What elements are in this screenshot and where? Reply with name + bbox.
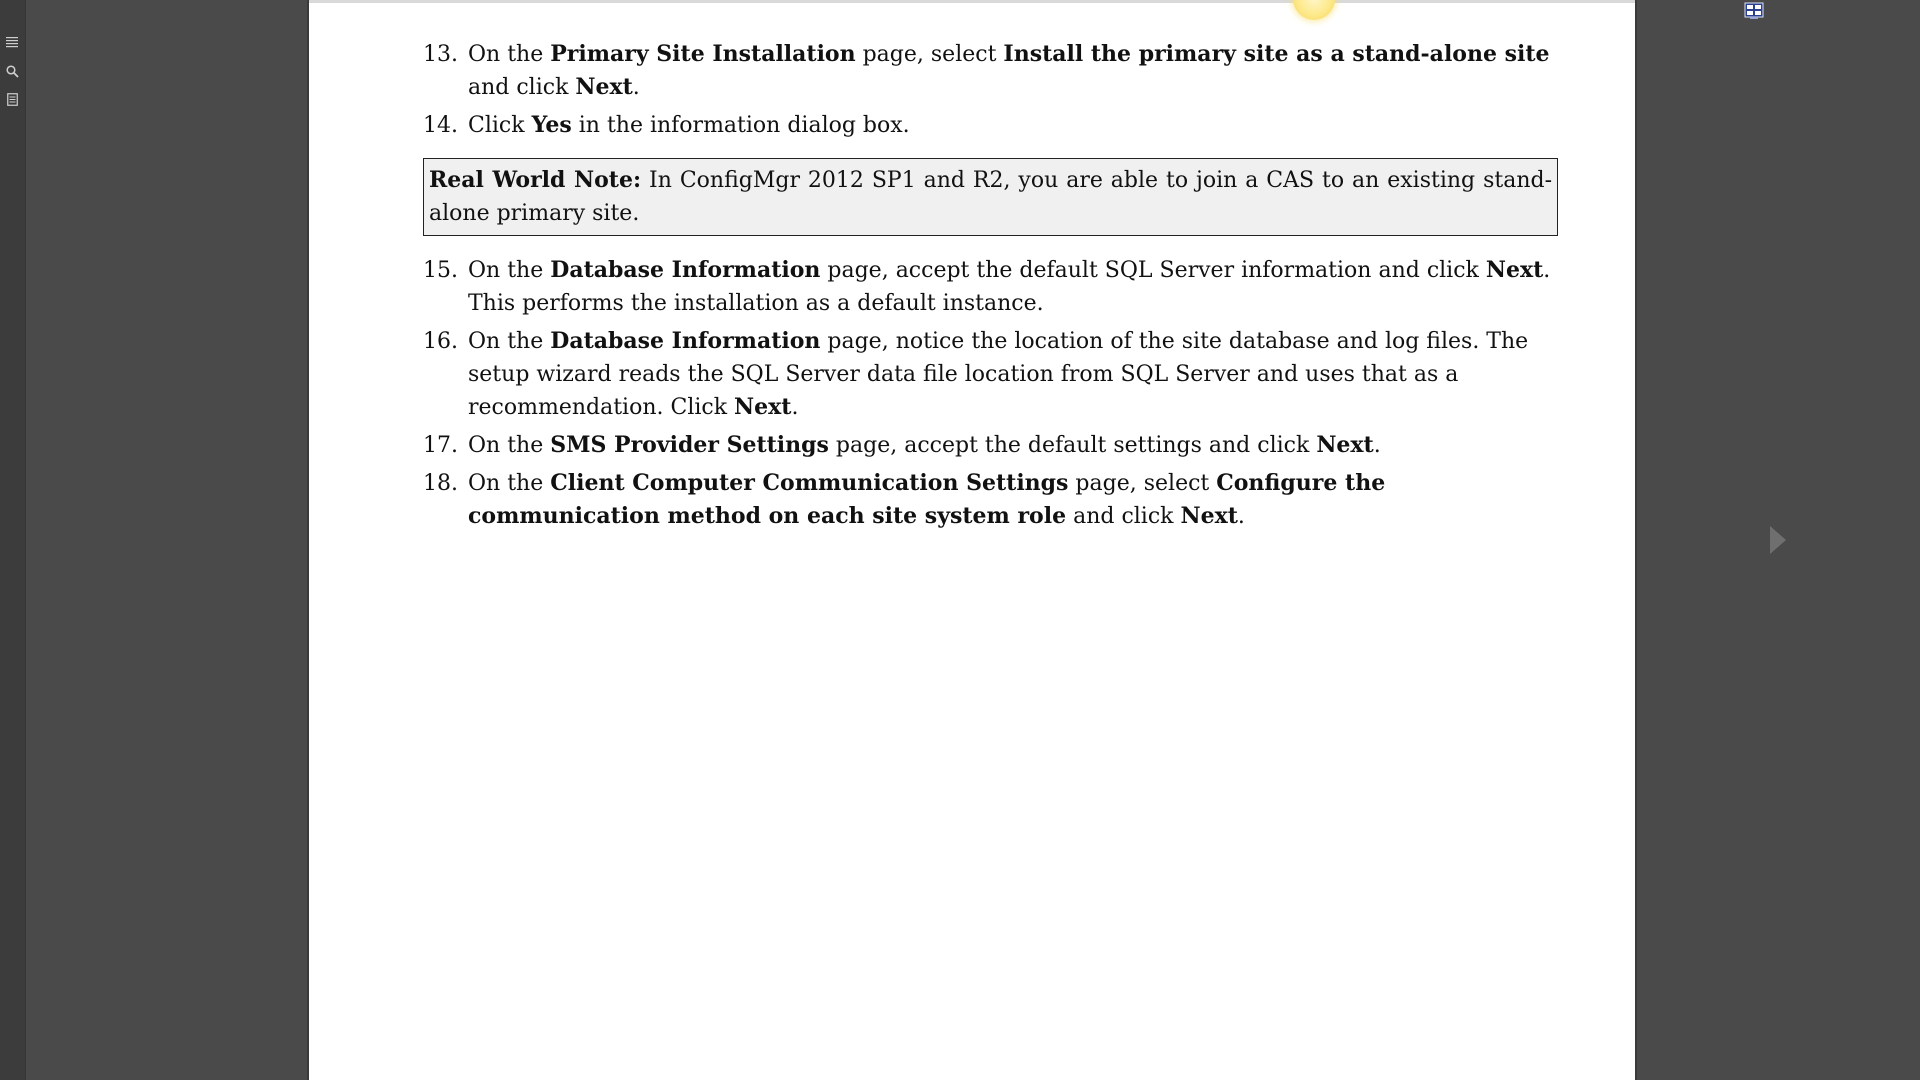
step-number: 18. [423,471,458,496]
step-text [468,42,1550,100]
bold-term: Next [734,394,792,420]
step-number: 17. [423,433,458,458]
step-text [468,329,1528,420]
page-content [423,38,1558,538]
step-text [468,258,1550,316]
list-item [423,467,1558,533]
text-run: and click [1066,504,1181,529]
page-icon[interactable] [3,90,21,108]
bold-term: Next [575,74,633,100]
step-number: 15. [423,258,458,283]
bold-term: Database Information [550,328,821,354]
book-page [309,0,1635,1080]
text-run: . This performs the installation as a default instance. [468,258,1551,316]
step-number: 16. [423,329,458,354]
note-label: Real World Note: [429,167,642,193]
cursor-highlight-icon [1293,0,1335,20]
bold-term: Client Computer Communication Settings [550,470,1069,496]
search-icon[interactable] [3,62,21,80]
bold-term: Install the primary site as a stand-alone site [1003,41,1550,67]
bold-term: Next [1316,432,1374,458]
list-item [423,38,1558,104]
text-run: . [632,75,640,100]
list-item [423,429,1558,462]
step-text [468,471,1385,529]
bold-term: Primary Site Installation [550,41,856,67]
text-run: Click [468,113,532,138]
page-top-border [309,0,1635,3]
text-run: and click [468,75,576,100]
note-text: In ConfigMgr 2012 SP1 and R2, you are able to join a CAS to an existing stand-alone primary site. [429,168,1552,226]
text-run: On the [468,471,551,496]
text-run: page, select [1068,471,1217,496]
text-run: page, notice the location of the site database and log files. The setup wizard reads the SQL Server data file location from SQL Server and uses that as a recommendation. Click [468,329,1529,420]
next-page-arrow-icon[interactable] [1768,524,1788,556]
text-run: . [1373,433,1381,458]
steps-list-after-note [423,254,1558,533]
step-text [468,433,1381,458]
text-run: On the [468,42,551,67]
text-run: page, accept the default SQL Server information and click [820,258,1486,283]
text-run: . [791,395,799,420]
list-item [423,254,1558,320]
text-run: in the information dialog box. [571,113,910,138]
left-toolbar [0,0,26,1080]
bold-term: Next [1485,257,1544,283]
list-icon[interactable] [3,33,21,51]
steps-list-before-note [423,38,1558,142]
text-run: page, select [855,42,1004,67]
bold-term: SMS Provider Settings [550,432,829,458]
window-icon[interactable] [1744,2,1764,20]
step-text [468,113,910,138]
real-world-note [423,158,1558,236]
bold-term: Yes [531,112,572,138]
step-number: 13. [423,42,458,67]
bold-term: Configure the communication method on each site system role [468,470,1386,529]
bold-term: Next [1180,503,1238,529]
text-run: On the [468,433,551,458]
step-number: 14. [423,113,458,138]
text-run: . [1237,504,1245,529]
text-run: On the [468,258,551,283]
text-run: page, accept the default settings and click [828,433,1317,458]
list-item [423,325,1558,424]
bold-term: Database Information [550,257,821,283]
list-item [423,109,1558,142]
text-run: On the [468,329,551,354]
